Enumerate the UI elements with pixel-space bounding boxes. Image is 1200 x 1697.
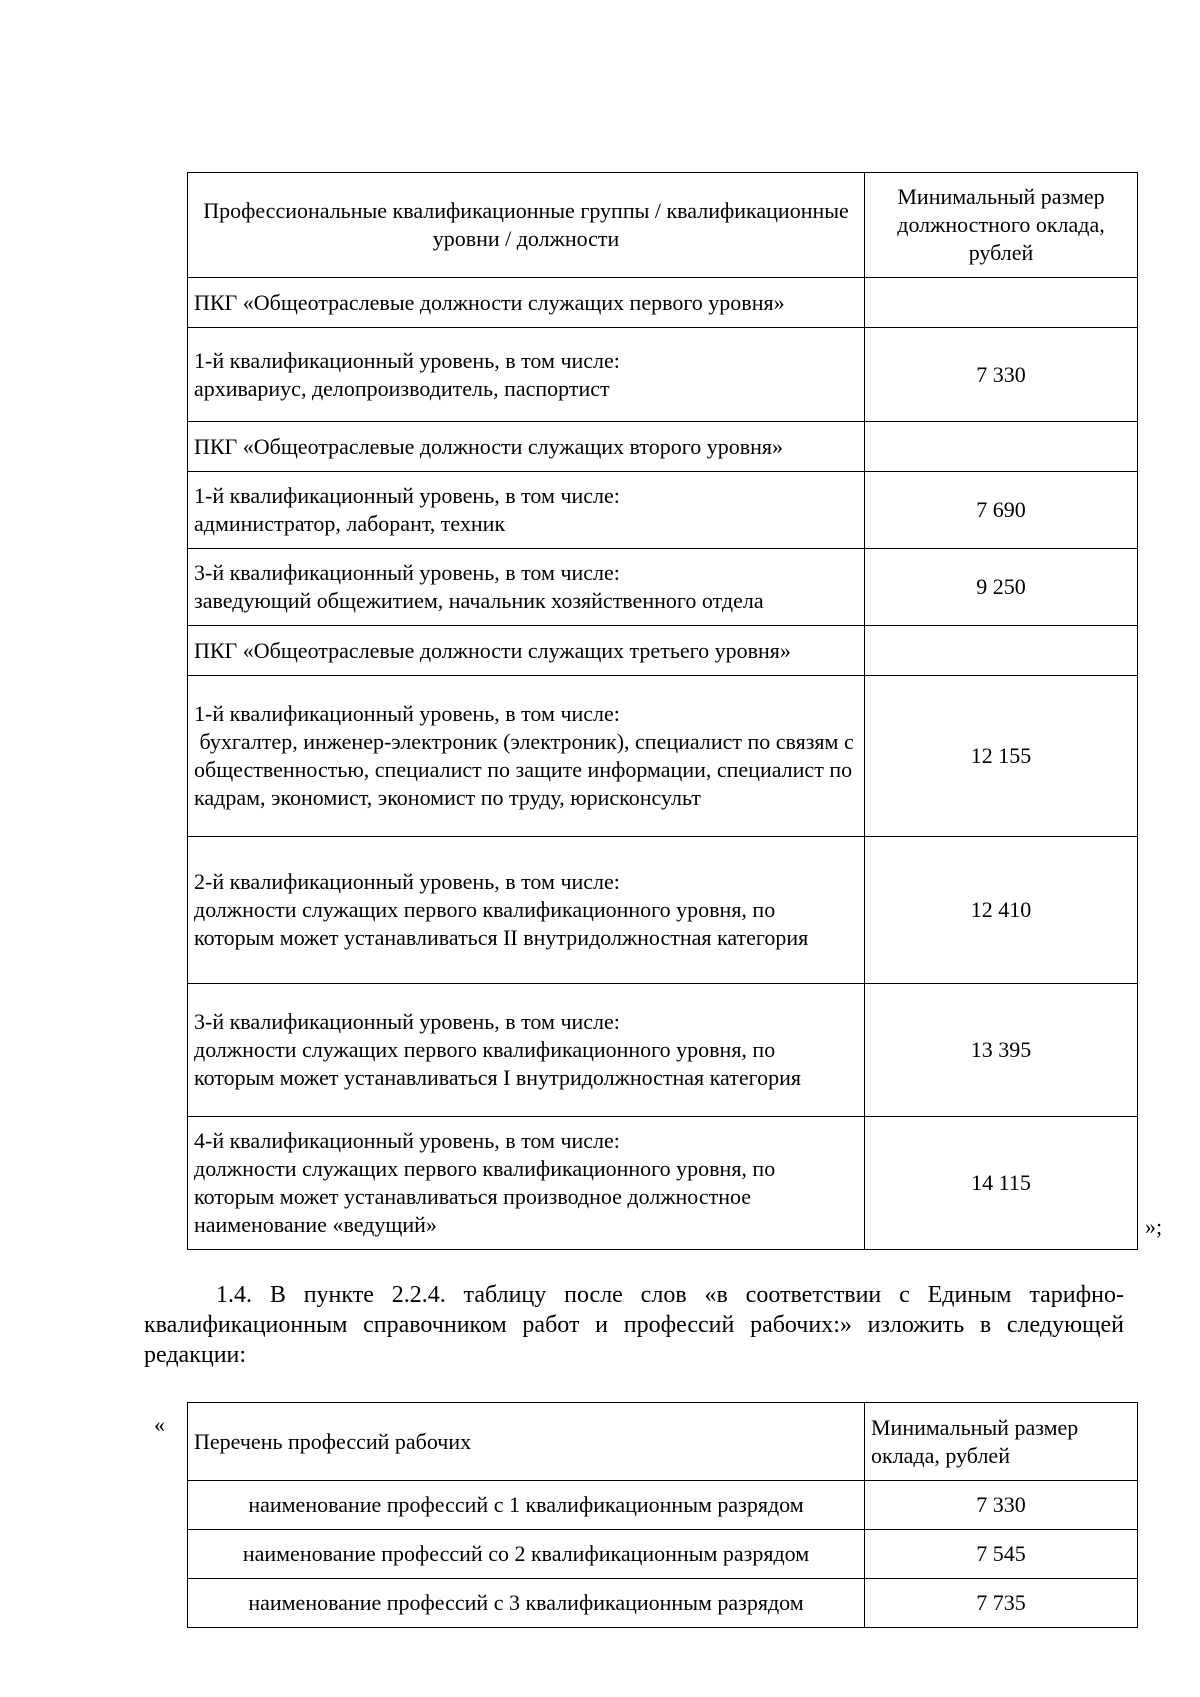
table-row	[188, 422, 1138, 472]
level-positions: должности служащих первого квалификационного уровня, по которым может устанавливаться I внутридолжностная категория	[194, 1037, 801, 1090]
salary-table-workers	[187, 1402, 1138, 1628]
table-row	[188, 626, 1138, 676]
table-row	[188, 837, 1138, 984]
level-positions: администратор, лаборант, техник	[194, 511, 506, 536]
table-row	[188, 278, 1138, 328]
salary-value	[865, 626, 1138, 676]
table-row	[188, 984, 1138, 1117]
header-groups: Профессиональные квалификационные группы / квалификационные уровни / должности	[188, 173, 865, 278]
level-cell	[188, 676, 865, 837]
salary-value: 7 330	[865, 328, 1138, 422]
profession-name: наименование профессий с 3 квалификационным разрядом	[188, 1579, 865, 1628]
table-row	[188, 1530, 1138, 1579]
salary-value: 13 395	[865, 984, 1138, 1117]
level-cell	[188, 837, 865, 984]
level-cell	[188, 328, 865, 422]
level-positions: бухгалтер, инженер-электроник (электроник), специалист по связям с общественностью, специалист по защите информации, специалист по кадрам, экономист, экономист по труду, юрисконсульт	[194, 729, 860, 810]
salary-value	[865, 422, 1138, 472]
level-cell	[188, 472, 865, 549]
profession-name: наименование профессий с 1 квалификационным разрядом	[188, 1481, 865, 1530]
salary-value: 12 410	[865, 837, 1138, 984]
amendment-paragraph: 1.4. В пункте 2.2.4. таблицу после слов «в соответствии с Единым тарифно-квалификационным справочником работ и профессий рабочих:» изложить в следующей редакции:	[144, 1282, 1124, 1368]
level-title: 1-й квалификационный уровень, в том числе:	[194, 483, 620, 508]
level-cell	[188, 984, 865, 1117]
salary-table-positions	[187, 172, 1138, 1250]
table-header-row	[188, 1403, 1138, 1481]
table-row	[188, 676, 1138, 837]
salary-value	[865, 278, 1138, 328]
level-positions: архивариус, делопроизводитель, паспортист	[194, 375, 610, 401]
table-row	[188, 549, 1138, 626]
salary-value: 14 115	[865, 1117, 1138, 1250]
salary-value: 7 330	[865, 1481, 1138, 1530]
table-row	[188, 328, 1138, 422]
salary-value: 12 155	[865, 676, 1138, 837]
level-positions: должности служащих первого квалификационного уровня, по которым может устанавливаться II внутридолжностная категория	[194, 897, 809, 950]
level-title: 3-й квалификационный уровень, в том числе:	[194, 1009, 620, 1034]
profession-name: наименование профессий со 2 квалификационным разрядом	[188, 1530, 865, 1579]
closing-quote: »;	[1145, 1214, 1163, 1239]
level-title: 1-й квалификационный уровень, в том числе:	[194, 347, 620, 373]
table-row	[188, 1481, 1138, 1530]
header-professions: Перечень профессий рабочих	[188, 1403, 865, 1481]
header-min-salary: Минимальный размер оклада, рублей	[865, 1403, 1138, 1481]
salary-value: 7 690	[865, 472, 1138, 549]
salary-value: 7 735	[865, 1579, 1138, 1628]
table-row	[188, 472, 1138, 549]
opening-quote: «	[154, 1412, 165, 1437]
table-row	[188, 1117, 1138, 1250]
salary-value: 7 545	[865, 1530, 1138, 1579]
header-min-salary: Минимальный размер должностного оклада, рублей	[865, 173, 1138, 278]
salary-value: 9 250	[865, 549, 1138, 626]
level-title: 4-й квалификационный уровень, в том числе:	[194, 1128, 620, 1153]
level-positions: должности служащих первого квалификационного уровня, по которым может устанавливаться производное должностное наименование «ведущий»	[194, 1156, 781, 1237]
level-cell	[188, 1117, 865, 1250]
level-title: 2-й квалификационный уровень, в том числе:	[194, 869, 620, 894]
level-title: 1-й квалификационный уровень, в том числе:	[194, 701, 620, 726]
table-row	[188, 1579, 1138, 1628]
level-positions: заведующий общежитием, начальник хозяйственного отдела	[194, 588, 764, 613]
level-cell	[188, 549, 865, 626]
table-header-row	[188, 173, 1138, 278]
level-title: 3-й квалификационный уровень, в том числе:	[194, 560, 620, 585]
group-title: ПКГ «Общеотраслевые должности служащих третьего уровня»	[188, 626, 865, 676]
group-title: ПКГ «Общеотраслевые должности служащих первого уровня»	[188, 278, 865, 328]
group-title: ПКГ «Общеотраслевые должности служащих второго уровня»	[188, 422, 865, 472]
